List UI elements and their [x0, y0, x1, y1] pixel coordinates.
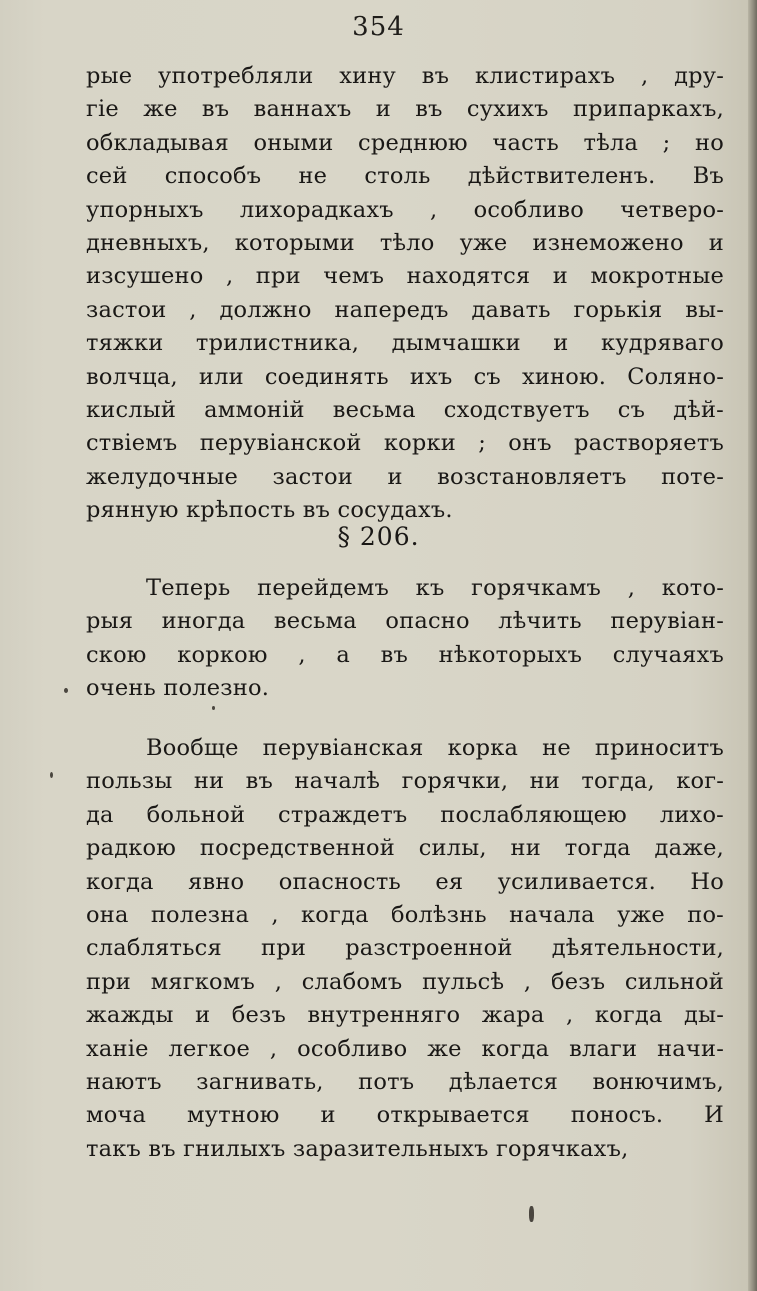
text-line: скою коркою , а въ нѣкоторыхъ случаяхъ — [86, 641, 724, 668]
text-line: наютъ загнивать, потъ дѣлается вонючимъ, — [86, 1068, 724, 1095]
text-line: желудочные застои и возстановляетъ поте- — [86, 463, 724, 490]
text-line: рые употребляли хину въ клистирахъ , дру- — [86, 63, 724, 89]
paper-speck — [50, 772, 53, 778]
text-line: Вообще перувiанская корка не приноситъ — [146, 735, 724, 761]
paper-speck — [64, 688, 68, 693]
section-heading: § 206. — [337, 522, 420, 551]
text-line: рянную крѣпость въ сосудахъ. — [86, 497, 453, 524]
text-line: Теперь перейдемъ къ горячкамъ , кото- — [146, 575, 724, 601]
text-line: дневныхъ, которыми тѣло уже изнеможено и — [86, 229, 724, 256]
text-line: ствiемъ перувiанской корки ; онъ растворяетъ — [86, 430, 724, 457]
text-line: волчца, или соединять ихъ съ хиною. Соляно- — [86, 363, 724, 390]
paragraph-second — [86, 572, 724, 706]
text-line: обкладывая оными среднюю часть тѣла ; но — [86, 129, 724, 156]
text-line: слабляться при разстроенной дѣятельности, — [86, 935, 724, 962]
paragraph-third — [86, 732, 724, 1166]
text-line: жажды и безъ внутренняго жара , когда ды- — [86, 1002, 724, 1029]
page-spine-shadow — [748, 0, 757, 1291]
text-line: ханiе легкое , особливо же когда влаги начи- — [86, 1035, 724, 1062]
text-line: изсушено , при чемъ находятся и мокротные — [86, 263, 724, 290]
text-line: сей способъ не столь дѣйствителенъ. Въ — [86, 163, 724, 190]
text-line: кислый аммонiй весьма сходствуетъ съ дѣй- — [86, 396, 724, 423]
text-line: она полезна , когда болѣзнь начала уже по- — [86, 901, 724, 928]
text-line: радкою посредственной силы, ни тогда даже, — [86, 835, 724, 862]
text-line: упорныхъ лихорадкахъ , особливо четверо- — [86, 196, 724, 223]
text-line: да больной страждетъ послабляющею лихо- — [86, 801, 724, 828]
text-line: когда явно опасность ея усиливается. Но — [86, 868, 724, 895]
text-line: застои , должно напередъ давать горькiя вы- — [86, 296, 724, 323]
text-line: тяжки трилистника, дымчашки и кудряваго — [86, 330, 724, 357]
paper-speck — [529, 1206, 534, 1222]
text-line: пользы ни въ началѣ горячки, ни тогда, ког- — [86, 768, 724, 795]
page-number: 354 — [352, 12, 405, 42]
text-line: такъ въ гнилыхъ заразительныхъ горячкахъ, — [86, 1135, 629, 1162]
paper-speck — [212, 706, 215, 710]
paragraph-top — [86, 60, 724, 527]
text-line: моча мутною и открывается поносъ. И — [86, 1102, 724, 1129]
text-line: очень полезно. — [86, 675, 270, 702]
text-line: при мягкомъ , слабомъ пульсѣ , безъ сильной — [86, 968, 724, 995]
text-line: гie же въ ваннахъ и въ сухихъ припаркахъ, — [86, 96, 724, 123]
text-line: рыя иногда весьма опасно лѣчить перувiан- — [86, 608, 724, 635]
